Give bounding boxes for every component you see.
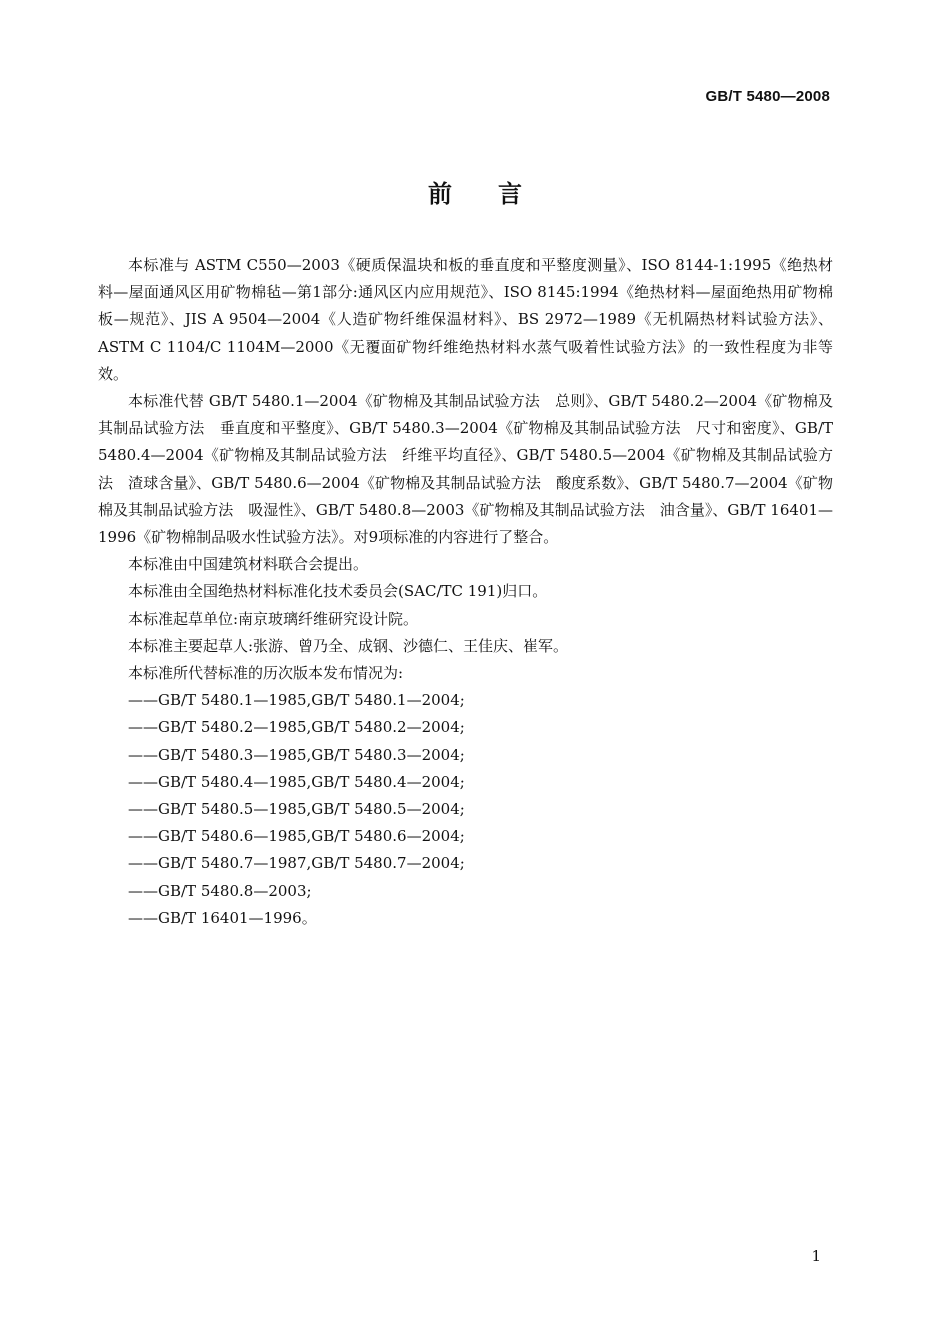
paragraph-administration: 本标准由全国绝热材料标准化技术委员会(SAC/TC 191)归口。 [128, 582, 548, 601]
version-history-list [98, 687, 833, 932]
paragraph-drafters: 本标准主要起草人:张游、曾乃全、成钢、沙德仁、王佳庆、崔军。 [128, 636, 569, 655]
list-item: ——GB/T 5480.3—1985,GB/T 5480.3—2004; [128, 745, 465, 764]
list-item: ——GB/T 5480.7—1987,GB/T 5480.7—2004; [128, 854, 465, 873]
page-title: 前言 [428, 179, 568, 208]
list-item: ——GB/T 5480.6—1985,GB/T 5480.6—2004; [128, 827, 465, 846]
list-item: ——GB/T 5480.8—2003; [128, 881, 312, 900]
list-item: ——GB/T 16401—1996。 [128, 908, 317, 927]
paragraph-drafting-unit: 本标准起草单位:南京玻璃纤维研究设计院。 [128, 609, 419, 628]
paragraph-equivalence: 本标准与 ASTM C550—2003《硬质保温块和板的垂直度和平整度测量》、ISO 8144-1:1995《绝热材料—屋面通风区用矿物棉毡—第1部分:通风区内应用规范》、ISO 8145:1994《绝热材料—屋面绝热用矿物棉板—规范》、JIS A 9504—2004《人造矿物纤维保温材料》、BS 2972—1989《无机隔热材料试验方法》、ASTM C 1104/C 1104M—2000《无覆面矿物纤维绝热材料水蒸气吸着性试验方法》的一致性程度为非等效。 [98, 256, 833, 383]
paragraph-history-intro: 本标准所代替标准的历次版本发布情况为: [128, 664, 404, 683]
paragraph-proposer: 本标准由中国建筑材料联合会提出。 [128, 555, 369, 574]
list-item: ——GB/T 5480.4—1985,GB/T 5480.4—2004; [128, 772, 465, 791]
page-number: 1 [811, 1247, 821, 1265]
paragraph-replacement: 本标准代替 GB/T 5480.1—2004《矿物棉及其制品试验方法 总则》、GB/T 5480.2—2004《矿物棉及其制品试验方法 垂直度和平整度》、GB/T 5480.3—2004《矿物棉及其制品试验方法 尺寸和密度》、GB/T 5480.4—2004《矿物棉及其制品试验方法 纤维平均直径》、GB/T 5480.5—2004《矿物棉及其制品试验方法 渣球含量》、GB/T 5480.6—2004《矿物棉及其制品试验方法 酸度系数》、GB/T 5480.7—2004《矿物棉及其制品试验方法 吸湿性》、GB/T 5480.8—2003《矿物棉及其制品试验方法 油含量》、GB/T 16401—1996《矿物棉制品吸水性试验方法》。对9项标准的内容进行了整合。 [98, 392, 833, 547]
foreword-body [98, 252, 833, 932]
list-item: ——GB/T 5480.2—1985,GB/T 5480.2—2004; [128, 718, 465, 737]
standard-code: GB/T 5480—2008 [705, 88, 830, 105]
list-item: ——GB/T 5480.5—1985,GB/T 5480.5—2004; [128, 800, 465, 819]
list-item: ——GB/T 5480.1—1985,GB/T 5480.1—2004; [128, 691, 465, 710]
